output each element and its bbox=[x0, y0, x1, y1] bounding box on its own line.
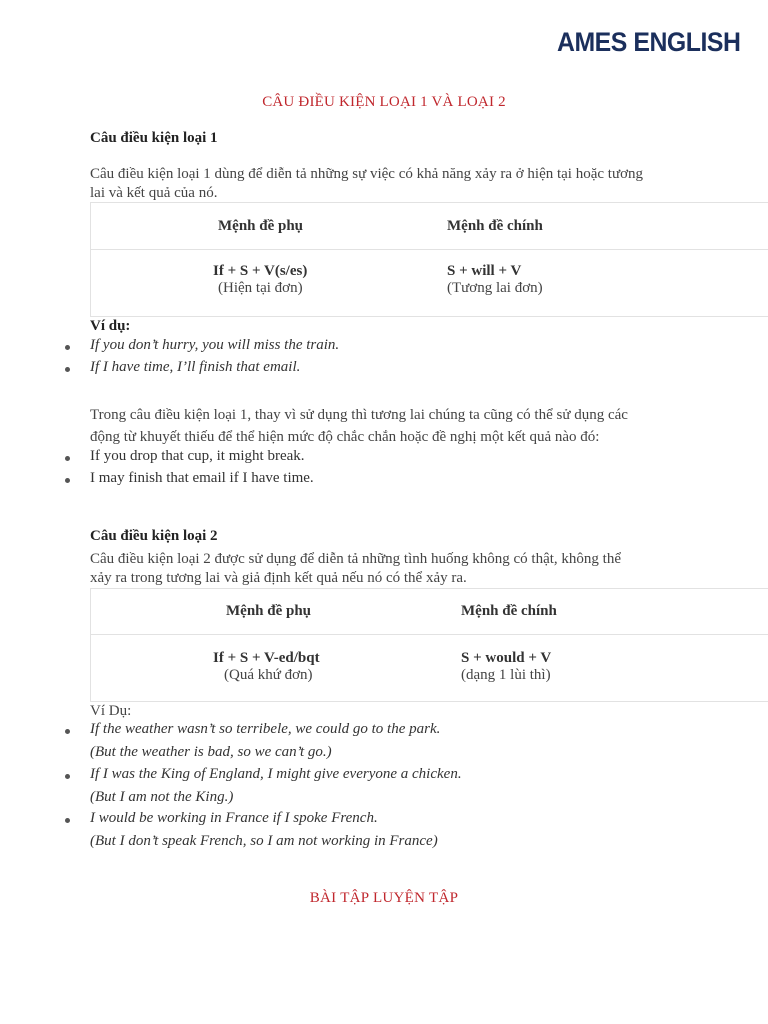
col1-formula: If + S + V(s/es) bbox=[213, 263, 308, 279]
example-note: (But the weather is bad, so we can’t go.) bbox=[90, 744, 332, 760]
col1-header: Mệnh đề phụ bbox=[218, 218, 304, 234]
col1-note: (Hiện tại đơn) bbox=[218, 280, 303, 296]
example-text: If the weather wasn’t so terribele, we could go to the park. bbox=[90, 721, 441, 737]
table-header-row bbox=[91, 589, 768, 635]
example-label-2: Ví Dụ: bbox=[90, 703, 132, 719]
practice-title: BÀI TẬP LUYỆN TẬP bbox=[309, 890, 459, 906]
bullet-dot bbox=[65, 729, 70, 734]
example-text: I would be working in France if I spoke French. bbox=[90, 810, 378, 826]
example-label: Ví dụ: bbox=[90, 318, 131, 334]
col2-cell bbox=[447, 263, 543, 297]
section1-heading: Câu điều kiện loại 1 bbox=[90, 130, 218, 146]
col2-cell bbox=[461, 650, 551, 684]
bullet-dot bbox=[65, 774, 70, 779]
example-note: (But I don’t speak French, so I am not working in France) bbox=[90, 833, 438, 849]
bullet-dot bbox=[65, 818, 70, 823]
modal-line1: Trong câu điều kiện loại 1, thay vì sử dụng thì tương lai chúng ta cũng có thể sử dụng các bbox=[90, 407, 628, 423]
col2-note: (Tương lai đơn) bbox=[447, 280, 543, 296]
modal-paragraph bbox=[90, 404, 690, 448]
page-title: CÂU ĐIỀU KIỆN LOẠI 1 VÀ LOẠI 2 bbox=[262, 94, 506, 110]
col1-note: (Quá khứ đơn) bbox=[224, 667, 313, 683]
modal-example-text: If you drop that cup, it might break. bbox=[90, 448, 305, 464]
col2-header: Mệnh đề chính bbox=[461, 603, 557, 619]
table-row bbox=[91, 635, 768, 701]
example-note: (But I am not the King.) bbox=[90, 789, 234, 805]
section2-intro-line2: xảy ra trong tương lai và giả định kết quả nếu nó có thể xảy ra. bbox=[90, 570, 467, 586]
table-header-row bbox=[91, 203, 768, 250]
section1-intro bbox=[90, 165, 690, 203]
col1-header: Mệnh đề phụ bbox=[226, 603, 312, 619]
bullet-dot bbox=[65, 478, 70, 483]
table-row bbox=[91, 250, 768, 316]
col1-formula: If + S + V-ed/bqt bbox=[213, 650, 320, 666]
bullet-dot bbox=[65, 456, 70, 461]
bullet-dot bbox=[65, 367, 70, 372]
brand-logo: AMES ENGLISH bbox=[557, 27, 741, 57]
col1-cell bbox=[213, 650, 320, 684]
section1-intro-line2: lai và kết quả của nó. bbox=[90, 185, 218, 201]
col2-header: Mệnh đề chính bbox=[447, 218, 543, 234]
section2-intro bbox=[90, 550, 690, 588]
col1-cell bbox=[213, 263, 307, 297]
col2-note: (dạng 1 lùi thì) bbox=[461, 667, 551, 683]
example-text: If I was the King of England, I might give everyone a chicken. bbox=[90, 766, 462, 782]
type2-table bbox=[90, 588, 768, 702]
example-text: If I have time, I’ll finish that email. bbox=[90, 359, 301, 375]
example-text: If you don’t hurry, you will miss the train. bbox=[90, 337, 340, 353]
col2-formula: S + would + V bbox=[461, 650, 552, 666]
section2-heading: Câu điều kiện loại 2 bbox=[90, 528, 218, 544]
section2-intro-line1: Câu điều kiện loại 2 được sử dụng để diễn tả những tình huống không có thật, không thể bbox=[90, 551, 621, 567]
section1-intro-line1: Câu điều kiện loại 1 dùng để diễn tả những sự việc có khả năng xảy ra ở hiện tại hoặc tương bbox=[90, 166, 644, 182]
modal-line2: động từ khuyết thiếu để thể hiện mức độ chắc chắn hoặc đề nghị một kết quả nào đó: bbox=[90, 429, 600, 445]
bullet-dot bbox=[65, 345, 70, 350]
col2-formula: S + will + V bbox=[447, 263, 522, 279]
type1-table bbox=[90, 202, 768, 317]
modal-example-text: I may finish that email if I have time. bbox=[90, 470, 314, 486]
